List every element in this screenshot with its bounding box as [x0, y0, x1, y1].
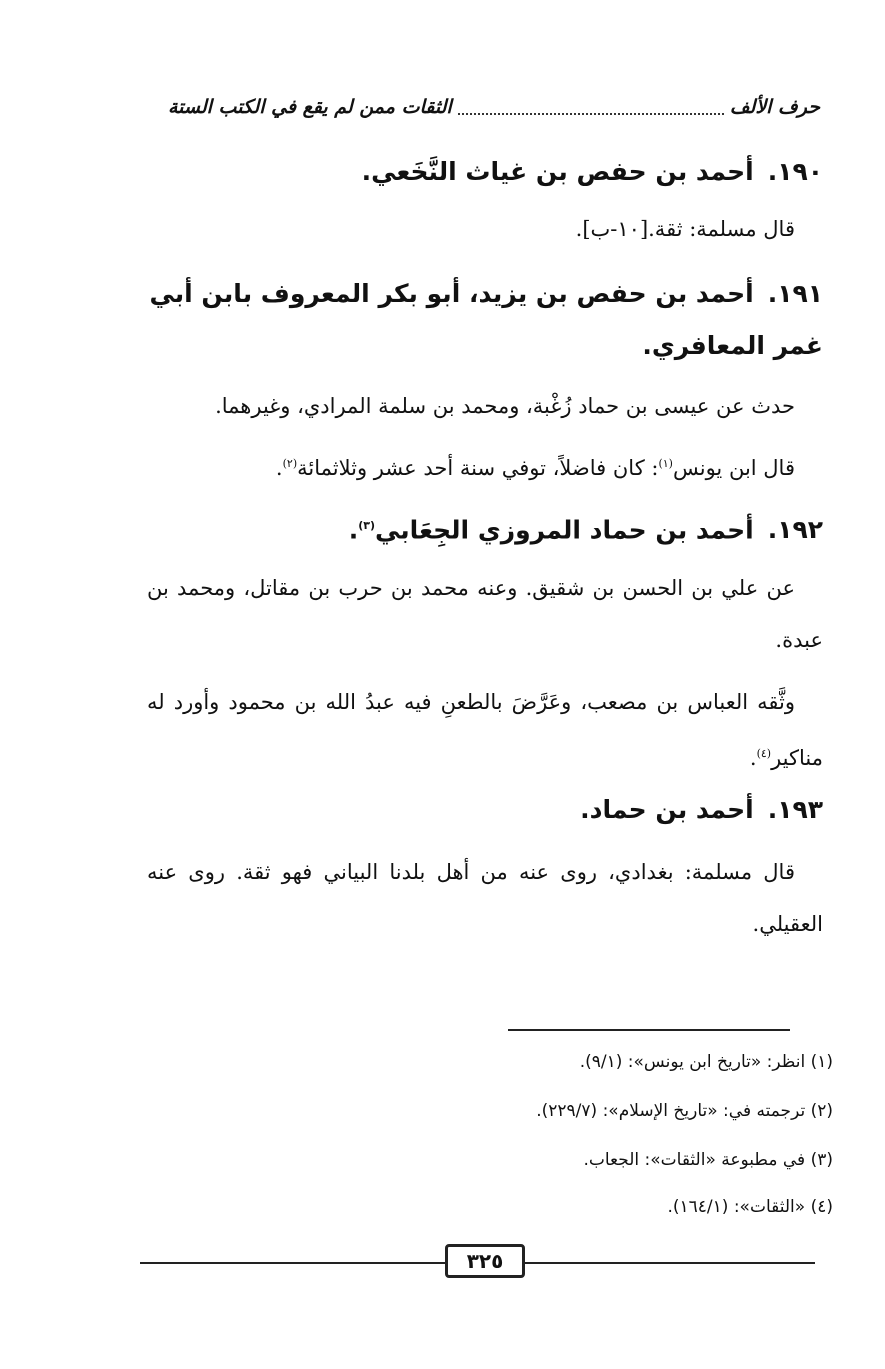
entry-title-192	[133, 500, 823, 556]
text: قال ابن يونس	[672, 456, 795, 480]
text: .	[348, 515, 359, 545]
entry-number: ١٩٠.	[767, 157, 823, 186]
footnote-ref: (٤)	[756, 747, 772, 760]
footnote: (٢) ترجمته في: «تاريخ الإسلام»: (٢٢٩/٧).	[536, 1101, 833, 1121]
entry-name: أحمد بن حفص بن غياث النَّخَعي.	[361, 157, 754, 186]
text: : كان فاضلاً، توفي سنة أحد عشر وثلاثمائة	[297, 456, 659, 480]
page-number: ٣٢٥	[445, 1244, 525, 1278]
footnote: (٣) في مطبوعة «الثقات»: الجعاب.	[583, 1150, 833, 1170]
footnote-ref: (٣)	[358, 519, 375, 532]
footnote-separator	[508, 1029, 790, 1031]
footnote-ref: (٢)	[282, 457, 298, 470]
paragraph	[147, 438, 823, 494]
footnote: (٤) «الثقات»: (١٦٤/١).	[667, 1197, 833, 1217]
entry-number: ١٩٢.	[767, 515, 823, 545]
paragraph	[147, 676, 823, 784]
footnote: (١) انظر: «تاريخ ابن يونس»: (٩/١).	[579, 1052, 833, 1072]
paragraph: قال مسلمة: ثقة.[١٠-ب].	[575, 217, 795, 241]
entry-name: أحمد بن حماد المروزي الجِعَابي	[374, 515, 754, 545]
chapter-heading: حرف الألف	[729, 96, 820, 118]
text: .	[749, 746, 757, 770]
text: .	[275, 456, 283, 480]
book-title: الثقات ممن لم يقع في الكتب الستة	[168, 96, 452, 118]
entry-title-191	[133, 268, 823, 372]
entry-name: أحمد بن حفص بن يزيد، أبو بكر المعروف بابن أبي غمر المعافري.	[149, 279, 823, 360]
entry-title-190	[133, 146, 823, 198]
entry-title-193	[133, 784, 823, 836]
paragraph: عن علي بن الحسن بن شقيق. وعنه محمد بن حرب بن مقاتل، ومحمد بن عبدة.	[147, 576, 823, 652]
footnote-ref: (١)	[658, 457, 673, 470]
page-rule-right	[525, 1262, 815, 1264]
entry-number: ١٩٣.	[767, 795, 823, 824]
paragraph: حدث عن عيسى بن حماد زُغْبة، ومحمد بن سلمة المرادي، وغيرهما.	[215, 394, 795, 418]
entry-name: أحمد بن حماد.	[580, 795, 754, 824]
entry-number: ١٩١.	[767, 279, 823, 308]
paragraph: قال مسلمة: بغدادي، روى عنه من أهل بلدنا البياني فهو ثقة. روى عنه العقيلي.	[147, 860, 823, 936]
page-rule-left	[140, 1262, 445, 1264]
header-dot-leader	[458, 99, 724, 115]
text: وثَّقه العباس بن مصعب، وعَرَّضَ بالطعنِ فيه عبدُ الله بن محمود وأورد له مناكير	[147, 690, 823, 770]
running-header	[168, 92, 820, 122]
